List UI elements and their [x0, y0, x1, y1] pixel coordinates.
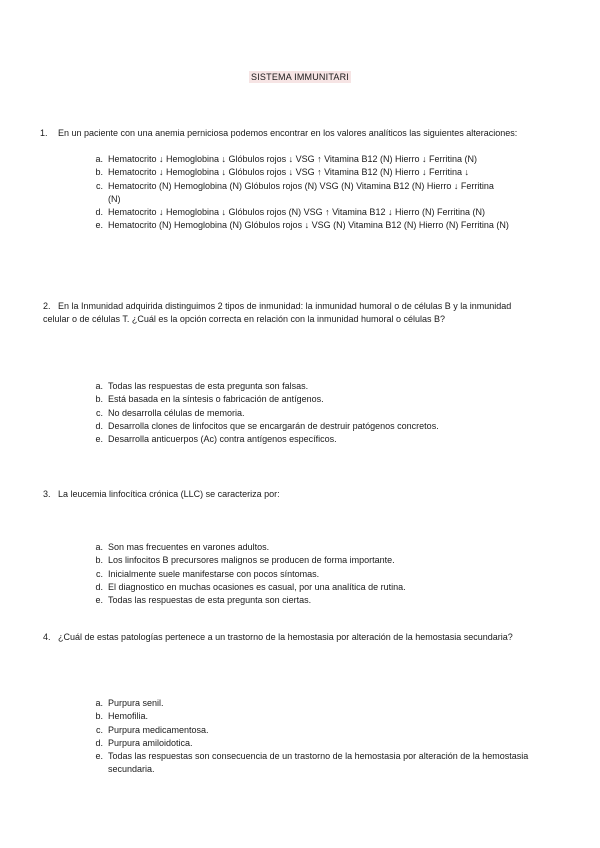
question-3-option-c	[89, 568, 529, 581]
option-text: Todas las respuestas de esta pregunta son ciertas.	[108, 595, 312, 606]
option-text: Purpura amiloidotica.	[108, 737, 193, 748]
option-letter: b.	[95, 555, 103, 566]
option-text: Hematocrito (N) Hemoglobina (N) Glóbulos rojos (N) VSG (N) Vitamina B12 (N) Hierro ↓ Ferritina (N)	[108, 180, 494, 204]
question-3	[43, 488, 531, 501]
option-text: Todas las respuestas son consecuencia de un trastorno de la hemostasia por alteración de la hemostasia secundaria.	[108, 751, 529, 775]
question-4-option-c	[89, 724, 529, 737]
option-letter: c.	[95, 568, 103, 579]
question-2-option-b	[89, 393, 529, 406]
question-2-number: 2.	[43, 301, 51, 311]
option-text: Todas las respuestas de esta pregunta son falsas.	[108, 381, 309, 391]
option-letter: a.	[95, 154, 103, 164]
option-text: Purpura senil.	[108, 698, 164, 708]
option-text: Inicialmente suele manifestarse con pocos síntomas.	[108, 568, 320, 579]
question-2-option-d	[89, 420, 529, 433]
option-letter: e.	[95, 751, 103, 762]
option-text: Está basada en la síntesis o fabricación de antígenos.	[108, 394, 324, 405]
option-letter: a.	[95, 698, 103, 708]
question-1-option-a	[89, 153, 529, 166]
option-letter: b.	[95, 394, 103, 405]
document-title	[0, 72, 600, 82]
option-text: Los linfocitos B precursores malignos se producen de forma importante.	[108, 555, 395, 566]
question-2-text: En la Inmunidad adquirida distinguimos 2 tipos de inmunidad: la inmunidad humoral o de células B y la inmunidad celular o de células T. ¿Cuál es la opción correcta en relación con la inmunidad humoral o células B?	[43, 301, 512, 324]
option-text: Hemofilia.	[108, 711, 149, 722]
option-letter: c.	[95, 724, 103, 735]
question-1-option-d	[89, 206, 529, 219]
option-text: Hematocrito (N) Hemoglobina (N) Glóbulos rojos ↓ VSG (N) Vitamina B12 (N) Hierro (N) Ferritina (N)	[108, 220, 509, 231]
question-4-number: 4.	[43, 632, 51, 642]
option-text: El diagnostico en muchas ocasiones es casual, por una analítica de rutina.	[108, 581, 406, 592]
question-1	[40, 127, 530, 140]
option-letter: d.	[95, 207, 103, 218]
option-letter: b.	[95, 167, 103, 178]
question-4-line	[43, 631, 531, 644]
question-2	[43, 300, 531, 326]
option-text: Desarrolla anticuerpos (Ac) contra antígenos específicos.	[108, 434, 337, 445]
option-letter: d.	[95, 737, 103, 748]
option-text: Hematocrito ↓ Hemoglobina ↓ Glóbulos rojos ↓ VSG ↑ Vitamina B12 (N) Hierro ↓ Ferritina ↓	[108, 167, 469, 178]
question-1-text: En un paciente con una anemia perniciosa podemos encontrar en los valores analíticos las siguientes alteraciones:	[58, 128, 518, 138]
question-4-text: ¿Cuál de estas patologías pertenece a un trastorno de la hemostasia por alteración de la hemostasia secundaria?	[58, 632, 513, 642]
question-3-text: La leucemia linfocítica crónica (LLC) se caracteriza por:	[58, 489, 280, 499]
option-text: Purpura medicamentosa.	[108, 724, 209, 735]
question-1-option-b	[89, 166, 529, 179]
question-1-number: 1.	[40, 128, 48, 138]
question-2-option-c	[89, 407, 529, 420]
option-letter: c.	[95, 407, 103, 418]
question-2-option-a	[89, 380, 529, 393]
question-2-line	[43, 300, 531, 326]
option-letter: e.	[95, 220, 103, 231]
question-4-option-a	[89, 697, 529, 710]
option-letter: c.	[95, 180, 103, 191]
question-3-number: 3.	[43, 489, 51, 499]
question-1-options	[89, 153, 529, 233]
option-letter: e.	[95, 434, 103, 445]
question-1-option-e	[89, 219, 529, 232]
question-3-option-d	[89, 581, 529, 594]
question-2-options	[89, 380, 529, 446]
question-3-option-a	[89, 541, 529, 554]
option-letter: d.	[95, 420, 103, 431]
question-4-option-b	[89, 710, 529, 723]
question-4-option-d	[89, 737, 529, 750]
question-4	[43, 631, 531, 644]
option-text: Hematocrito ↓ Hemoglobina ↓ Glóbulos rojos ↓ VSG ↑ Vitamina B12 (N) Hierro ↓ Ferritina (N)	[108, 154, 477, 164]
question-2-option-e	[89, 433, 529, 446]
option-letter: a.	[95, 542, 103, 552]
question-3-option-e	[89, 594, 529, 607]
option-text: Son mas frecuentes en varones adultos.	[108, 542, 270, 552]
question-3-options	[89, 541, 529, 607]
question-4-options	[89, 697, 529, 777]
option-letter: d.	[95, 581, 103, 592]
question-1-option-c	[89, 180, 529, 207]
question-3-line	[43, 488, 531, 501]
document-title-text: SISTEMA IMMUNITARI	[251, 72, 349, 82]
option-text: No desarrolla células de memoria.	[108, 407, 245, 418]
option-letter: a.	[95, 381, 103, 391]
question-3-option-b	[89, 554, 529, 567]
question-4-option-e	[89, 750, 529, 777]
option-letter: b.	[95, 711, 103, 722]
option-text: Hematocrito ↓ Hemoglobina ↓ Glóbulos rojos (N) VSG ↑ Vitamina B12 ↓ Hierro (N) Ferritina (N)	[108, 207, 485, 218]
option-text: Desarrolla clones de linfocitos que se encargarán de destruir patógenos concretos.	[108, 420, 439, 431]
option-letter: e.	[95, 595, 103, 606]
